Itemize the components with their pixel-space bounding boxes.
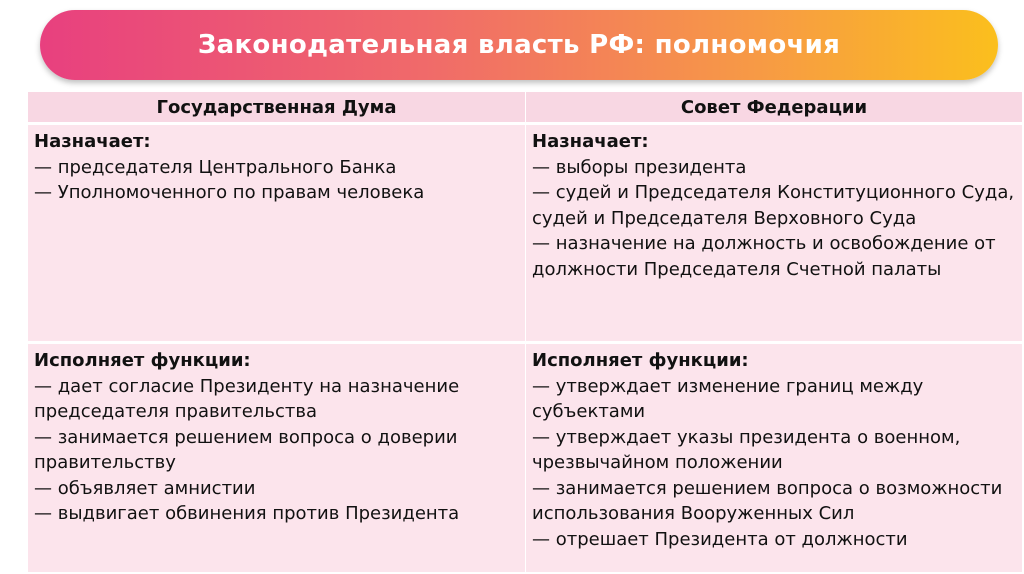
list-item: — утверждает указы президента о военном, чрезвычайном положении: [532, 426, 961, 473]
list-item: — Уполномоченного по правам человека: [34, 182, 425, 203]
cell-duma-appoints: [28, 124, 526, 343]
list-item: — утверждает изменение границ между субъектами: [532, 375, 924, 422]
list-item: — занимается решением вопроса о доверии правительству: [34, 426, 458, 473]
cell-heading: Исполняет функции:: [34, 350, 251, 371]
list-item: — выборы президента: [532, 156, 747, 178]
column-header-council: Совет Федерации: [526, 92, 1023, 124]
list-item: — отрешает Президента от должности: [532, 528, 908, 550]
cell-heading: Назначает:: [34, 131, 151, 152]
list-item: — занимается решением вопроса о возможности использования Вооруженных Сил: [532, 477, 1003, 524]
list-item: — назначение на должность и освобождение от должности Председателя Счетной палаты: [532, 233, 996, 280]
column-header-duma: Государственная Дума: [28, 92, 526, 124]
table-row-appoints: [28, 124, 1023, 343]
table-header-row: [28, 92, 1023, 124]
page-title: Законодательная власть РФ: полномочия: [197, 30, 841, 60]
cell-heading: Назначает:: [532, 131, 649, 152]
cell-heading: Исполняет функции:: [532, 350, 749, 371]
list-item: — судей и Председателя Конституционного Суда, судей и Председателя Верховного Суда: [532, 182, 1015, 229]
list-item: — председателя Центрального Банка: [34, 156, 397, 178]
list-item: — объявляет амнистии: [34, 477, 256, 499]
table-row-functions: [28, 343, 1023, 573]
powers-table: [27, 91, 1023, 573]
title-banner: [40, 10, 998, 80]
list-item: — выдвигает обвинения против Президента: [34, 503, 460, 524]
cell-duma-functions: [28, 343, 526, 573]
list-item: — дает согласие Президенту на назначение председателя правительства: [34, 375, 460, 422]
cell-council-functions: [526, 343, 1023, 573]
cell-council-appoints: [526, 124, 1023, 343]
